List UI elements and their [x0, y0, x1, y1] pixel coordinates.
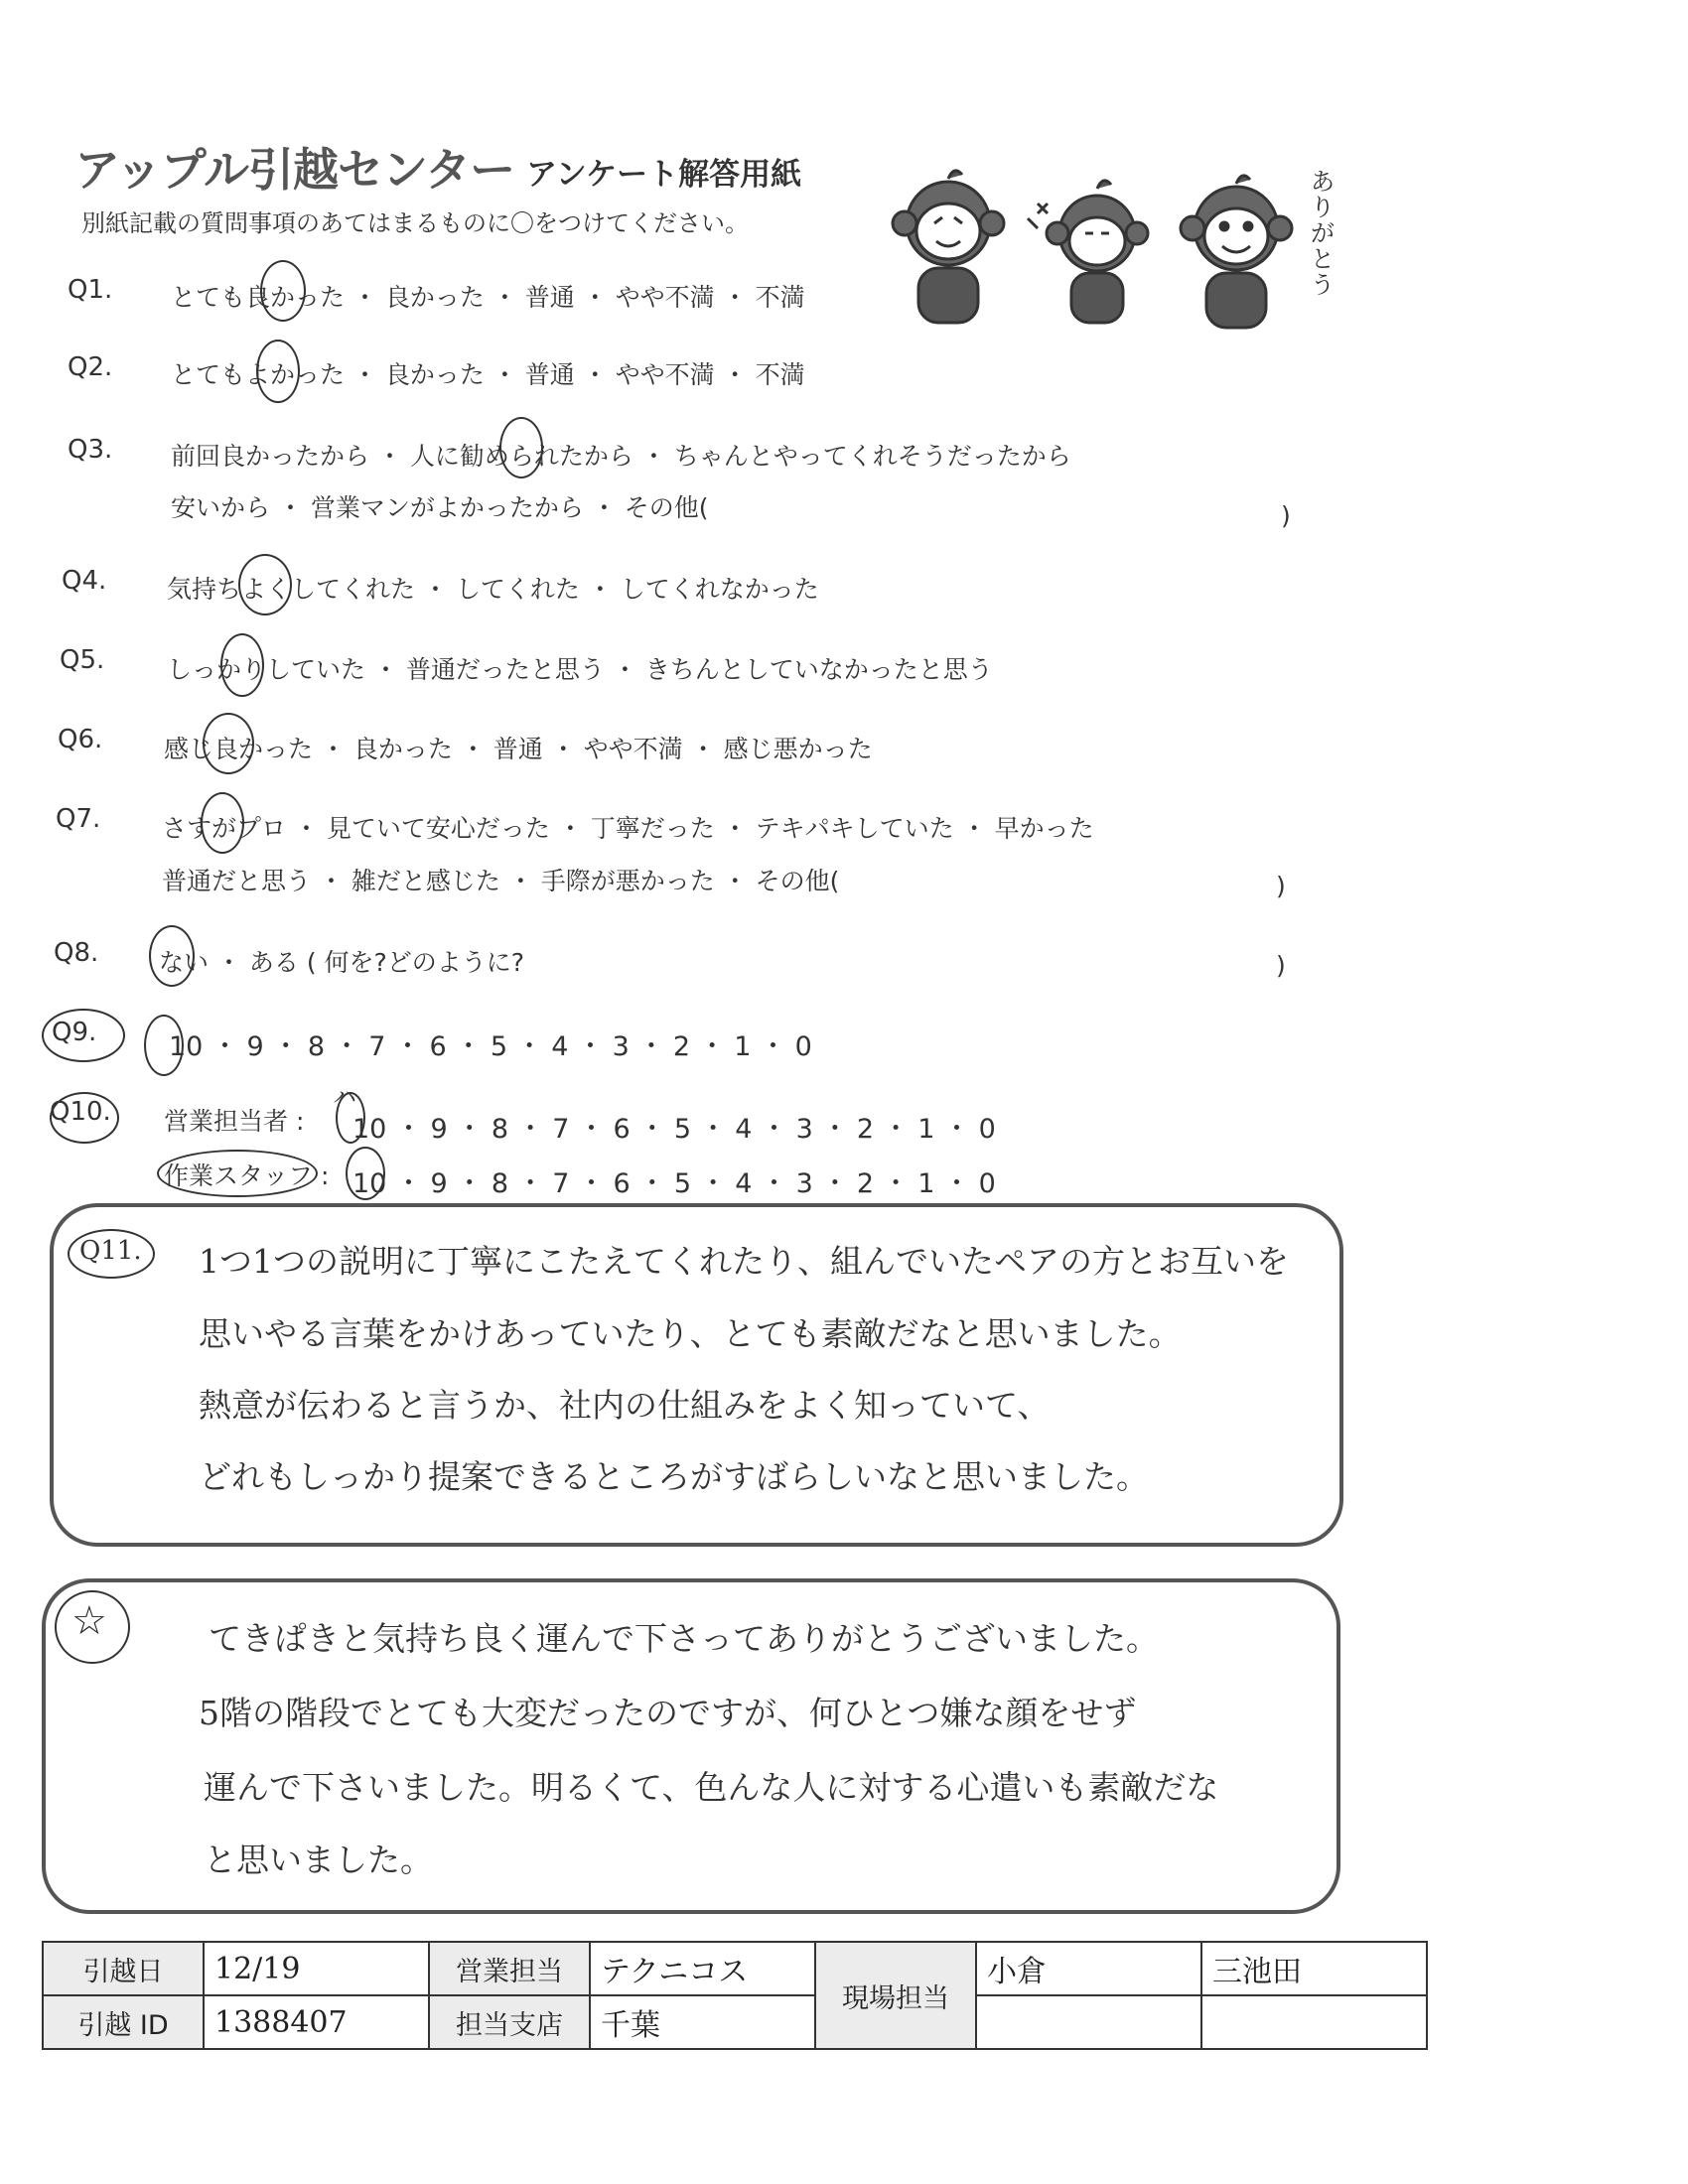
q9-answer-circle [144, 1015, 184, 1076]
q5-answer-circle [220, 633, 264, 697]
site-staff-empty-1 [976, 1995, 1201, 2049]
q8-options: ない ・ ある ( 何を?どのように? [159, 948, 525, 977]
branch-value: 千葉 [590, 1995, 815, 2049]
q6-label: Q6. [58, 725, 103, 754]
q7-close-paren: ) [1276, 872, 1286, 900]
site-staff-1-value: 小倉 [976, 1942, 1201, 1995]
q3-options-line2: 安いから ・ 営業マンがよかったから ・ その他( [171, 493, 709, 522]
q6-options: 感じ良かった ・ 良かった ・ 普通 ・ やや不満 ・ 感じ悪かった [164, 735, 873, 763]
monkeys-icon [889, 164, 1345, 338]
q11-line-1: 1つ1つの説明に丁寧にこたえてくれたり、組んでいたペアの方とお互いを [199, 1242, 1289, 1281]
q11-label-circle [68, 1229, 155, 1279]
q9-scale: 10 ・ 9 ・ 8 ・ 7 ・ 6 ・ 5 ・ 4 ・ 3 ・ 2 ・ 1 ・ 0 [169, 1031, 812, 1062]
q2-answer-circle [256, 340, 300, 403]
form-subtitle: アンケート解答用紙 [526, 157, 802, 193]
move-id-value: 1388407 [204, 1995, 429, 2049]
q6-answer-circle [203, 713, 254, 774]
star-icon: ☆ [71, 1598, 107, 1644]
q2-label: Q2. [68, 352, 113, 382]
q8-answer-circle [149, 925, 195, 987]
q4-options: 気持ちよくしてくれた ・ してくれた ・ してくれなかった [167, 575, 819, 604]
q1-label: Q1. [68, 275, 113, 305]
q3-label: Q3. [68, 435, 113, 465]
q1-answer-circle [260, 260, 306, 322]
site-staff-empty-2 [1201, 1995, 1427, 2049]
q10-staff-answer-circle [346, 1147, 385, 1200]
q10-label-circle [50, 1092, 119, 1144]
q11-label: Q11. [79, 1236, 142, 1266]
q10-staff-label: 作業スタッフ : [164, 1161, 330, 1190]
star-line-4: と思いました。 [204, 1841, 433, 1879]
q11-line-2: 思いやる言葉をかけあっていたり、とても素敵だなと思いました。 [199, 1314, 1182, 1353]
q10-sales-label: 営業担当者 : [164, 1107, 305, 1136]
q10-staff-label-circle [157, 1150, 318, 1197]
q4-answer-circle [238, 554, 292, 615]
q8-close-paren: ) [1276, 951, 1286, 980]
thanks-vertical-text: ありがとう [1311, 168, 1335, 299]
q8-label: Q8. [54, 938, 99, 968]
company-title: アップル引越センター [74, 143, 515, 197]
q7-answer-circle [201, 792, 244, 854]
q11-line-4: どれもしっかり提案できるところがすばらしいなと思いました。 [199, 1457, 1149, 1496]
q9-label: Q9. [52, 1018, 97, 1047]
move-info-table [42, 1941, 1428, 2050]
instruction-text: 別紙記載の質問事項のあてはまるものに〇をつけてください。 [81, 209, 749, 237]
q7-options-line2: 普通だと思う ・ 雑だと感じた ・ 手際が悪かった ・ その他( [162, 867, 840, 895]
sales-rep-label: 営業担当 [429, 1942, 590, 1995]
site-staff-2-value: 三池田 [1201, 1942, 1427, 1995]
q9-label-circle [42, 1009, 125, 1062]
star-line-2: 5階の階段でとても大変だったのですが、何ひとつ嫌な顔をせず [199, 1694, 1137, 1732]
move-id-label: 引越 ID [43, 1995, 204, 2049]
q1-options: とても良かった ・ 良かった ・ 普通 ・ やや不満 ・ 不満 [171, 283, 805, 312]
branch-label: 担当支店 [429, 1995, 590, 2049]
star-line-3: 運んで下さいました。明るくて、色んな人に対する心遣いも素敵だな [204, 1768, 1219, 1807]
site-staff-label: 現場担当 [815, 1942, 976, 2049]
q10-sales-mark: ハ [333, 1083, 356, 1111]
q7-options-line1: さすがプロ ・ 見ていて安心だった ・ 丁寧だった ・ テキパキしていた ・ 早かった [162, 814, 1094, 843]
monkey-illustration [889, 164, 1345, 338]
q2-options: とてもよかった ・ 良かった ・ 普通 ・ やや不満 ・ 不満 [171, 360, 805, 389]
q3-options-line1: 前回良かったから ・ 人に勧められたから ・ ちゃんとやってくれそうだったから [171, 442, 1071, 471]
q5-label: Q5. [60, 645, 105, 675]
sales-rep-value: テクニコス [590, 1942, 815, 1995]
q4-label: Q4. [62, 566, 107, 596]
q5-options: しっかりしていた ・ 普通だったと思う ・ きちんとしていなかったと思う [167, 655, 993, 684]
star-circle [55, 1590, 130, 1664]
q10-sales-scale: 10 ・ 9 ・ 8 ・ 7 ・ 6 ・ 5 ・ 4 ・ 3 ・ 2 ・ 1 ・ 0 [352, 1114, 996, 1145]
q10-staff-scale: 10 ・ 9 ・ 8 ・ 7 ・ 6 ・ 5 ・ 4 ・ 3 ・ 2 ・ 1 ・ 0 [352, 1168, 996, 1199]
q7-label: Q7. [56, 804, 101, 834]
q3-close-paren: ) [1281, 501, 1291, 530]
q10-label: Q10. [50, 1097, 111, 1127]
q10-sales-answer-circle [336, 1092, 365, 1144]
q3-answer-circle [499, 417, 543, 478]
move-date-label: 引越日 [43, 1942, 204, 1995]
move-date-value: 12/19 [204, 1942, 429, 1995]
q11-line-3: 熱意が伝わると言うか、社内の仕組みをよく知っていて、 [199, 1386, 1051, 1425]
star-line-1: てきぱきと気持ち良く運んで下さってありがとうございました。 [209, 1619, 1159, 1658]
